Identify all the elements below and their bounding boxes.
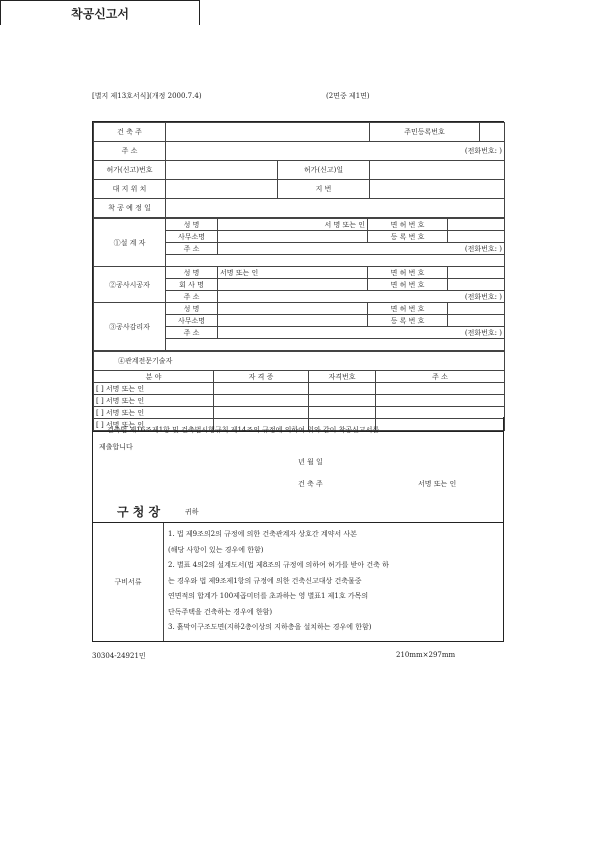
supervisor-reg-label: 등 록 번 호 xyxy=(368,315,448,327)
designer-sign[interactable]: 서 명 또는 인 xyxy=(218,219,368,231)
tech-qual-cell[interactable] xyxy=(214,395,309,407)
document-item: 3. 흙막이구조도면(지하2층이상의 지하층을 설치하는 경우에 한함) xyxy=(168,623,372,631)
planned-date-field[interactable] xyxy=(166,199,505,218)
address-label: 주 소 xyxy=(94,142,166,161)
permit-no-field[interactable] xyxy=(166,161,278,180)
contractor-phone[interactable]: (전화번호: ) xyxy=(218,291,505,303)
contractor-license-label: 면 허 번 호 xyxy=(368,267,448,279)
lot-label: 지 번 xyxy=(278,180,370,199)
tech-row[interactable]: [ ] 서명 또는 인 xyxy=(94,419,214,431)
declaration-text-2: 제출합니다 xyxy=(99,443,133,451)
designer-phone[interactable]: (전화번호: ) xyxy=(218,243,505,255)
tech-qual-cell[interactable] xyxy=(214,383,309,395)
designer-name-label: 성 명 xyxy=(166,219,218,231)
resident-no-label: 주민등록번호 xyxy=(370,123,480,142)
document-item: (해당 사항이 있는 경우에 한함) xyxy=(168,545,264,554)
owner-label: 건 축 주 xyxy=(94,123,166,142)
tech-row[interactable]: [ ] 서명 또는 인 xyxy=(94,407,214,419)
document-item: 1. 법 제9조의2의 규정에 의한 건축관계자 상호간 계약서 사본 xyxy=(168,530,357,538)
footer-size: 210mm×297mm xyxy=(396,651,456,659)
contractor-company-field[interactable] xyxy=(218,279,368,291)
resident-no-field[interactable] xyxy=(480,123,505,142)
contractor-addr-label: 주 소 xyxy=(166,291,218,303)
designer-license-label: 면 허 번 호 xyxy=(368,219,448,231)
tech-row[interactable]: [ ] 서명 또는 인 xyxy=(94,383,214,395)
document-item: 2. 별표 4의2의 설계도서(법 제8조의 규정에 의하여 허가를 받아 건축 하 xyxy=(168,561,389,569)
documents-label: 구비서류 xyxy=(93,523,164,641)
address-phone[interactable]: (전화번호: ) xyxy=(166,142,505,161)
contractor-license-field-2[interactable] xyxy=(448,279,505,291)
contractor-sign[interactable]: 서명 또는 인 xyxy=(218,267,368,279)
contractor-company-label: 회 사 명 xyxy=(166,279,218,291)
declaration-block xyxy=(92,417,504,522)
contractor-name-label: 성 명 xyxy=(166,267,218,279)
site-label: 대 지 위 치 xyxy=(94,180,166,199)
supervisor-section: ③공사감리자 xyxy=(94,303,166,351)
form-number: [별지 제13호서식](개정 2000.7.4) xyxy=(92,92,202,100)
applicant-label: 건 축 주 xyxy=(298,480,323,488)
supervisor-license-field[interactable] xyxy=(448,303,505,315)
page-indicator: (2면중 제1면) xyxy=(326,92,370,100)
document-item: 는 경우와 법 제9조제1항의 규정에 의한 건축신고대상 건축물중 xyxy=(168,576,362,585)
tech-no-cell[interactable] xyxy=(309,395,376,407)
designer-spacer xyxy=(166,255,505,267)
tech-col-no: 자격번호 xyxy=(309,371,376,383)
designer-section: ①설 계 자 xyxy=(94,219,166,267)
contractor-section: ②공사시공자 xyxy=(94,267,166,303)
supervisor-reg-field[interactable] xyxy=(448,315,505,327)
supervisor-name-label: 성 명 xyxy=(166,303,218,315)
supervisor-office-label: 사무소명 xyxy=(166,315,218,327)
tech-col-field: 분 야 xyxy=(94,371,214,383)
document-item: 연면적의 합계가 100제곱미터를 초과하는 영 별표1 제1호 가목의 xyxy=(168,592,369,600)
tech-section: ④관계전문기술자 xyxy=(94,352,505,371)
permit-no-label: 허가(신고)번호 xyxy=(94,161,166,180)
supervisor-license-label: 면 허 번 호 xyxy=(368,303,448,315)
owner-field[interactable] xyxy=(166,123,370,142)
recipient-suffix: 귀하 xyxy=(185,508,199,516)
footer-code: 30304-24921민 xyxy=(92,652,146,660)
designer-license-field[interactable] xyxy=(448,219,505,231)
contractor-license-label-2: 면 허 번 호 xyxy=(368,279,448,291)
designer-office-label: 사무소명 xyxy=(166,231,218,243)
form-table xyxy=(92,121,504,432)
designer-reg-label: 등 록 번 호 xyxy=(368,231,448,243)
designer-office-field[interactable] xyxy=(218,231,368,243)
supervisor-phone[interactable]: (전화번호: ) xyxy=(218,327,505,339)
tech-row[interactable]: [ ] 서명 또는 인 xyxy=(94,395,214,407)
supervisor-spacer xyxy=(166,339,505,351)
tech-addr-cell[interactable] xyxy=(376,383,505,395)
recipient: 구 청 장 xyxy=(117,505,161,519)
lot-field[interactable] xyxy=(370,180,505,199)
tech-addr-cell[interactable] xyxy=(376,395,505,407)
supervisor-office-field[interactable] xyxy=(218,315,368,327)
designer-reg-field[interactable] xyxy=(448,231,505,243)
documents-list xyxy=(164,523,503,641)
permit-date-label: 허가(신고)일 xyxy=(278,161,370,180)
declaration-date[interactable]: 년 월 일 xyxy=(298,458,323,466)
document-item: 단독주택을 건축하는 경우에 한함) xyxy=(168,607,273,616)
applicant-sign[interactable]: 서명 또는 인 xyxy=(418,480,457,488)
tech-col-addr: 주 소 xyxy=(376,371,505,383)
tech-no-cell[interactable] xyxy=(309,383,376,395)
site-field[interactable] xyxy=(166,180,278,199)
supervisor-addr-label: 주 소 xyxy=(166,327,218,339)
supervisor-name-field[interactable] xyxy=(218,303,368,315)
designer-addr-label: 주 소 xyxy=(166,243,218,255)
planned-date-label: 착 공 예 정 일 xyxy=(94,199,166,218)
tech-col-qual: 자 격 증 xyxy=(214,371,309,383)
permit-date-field[interactable] xyxy=(370,161,505,180)
declaration-text-1: 건축법 제16조제1항 및 건축법시행규칙 제14조의 규정에 의하여 위와 같이 착공신고서를 xyxy=(107,426,380,434)
required-documents xyxy=(92,522,504,642)
contractor-license-field[interactable] xyxy=(448,267,505,279)
form-title: 착공신고서 xyxy=(0,0,200,25)
